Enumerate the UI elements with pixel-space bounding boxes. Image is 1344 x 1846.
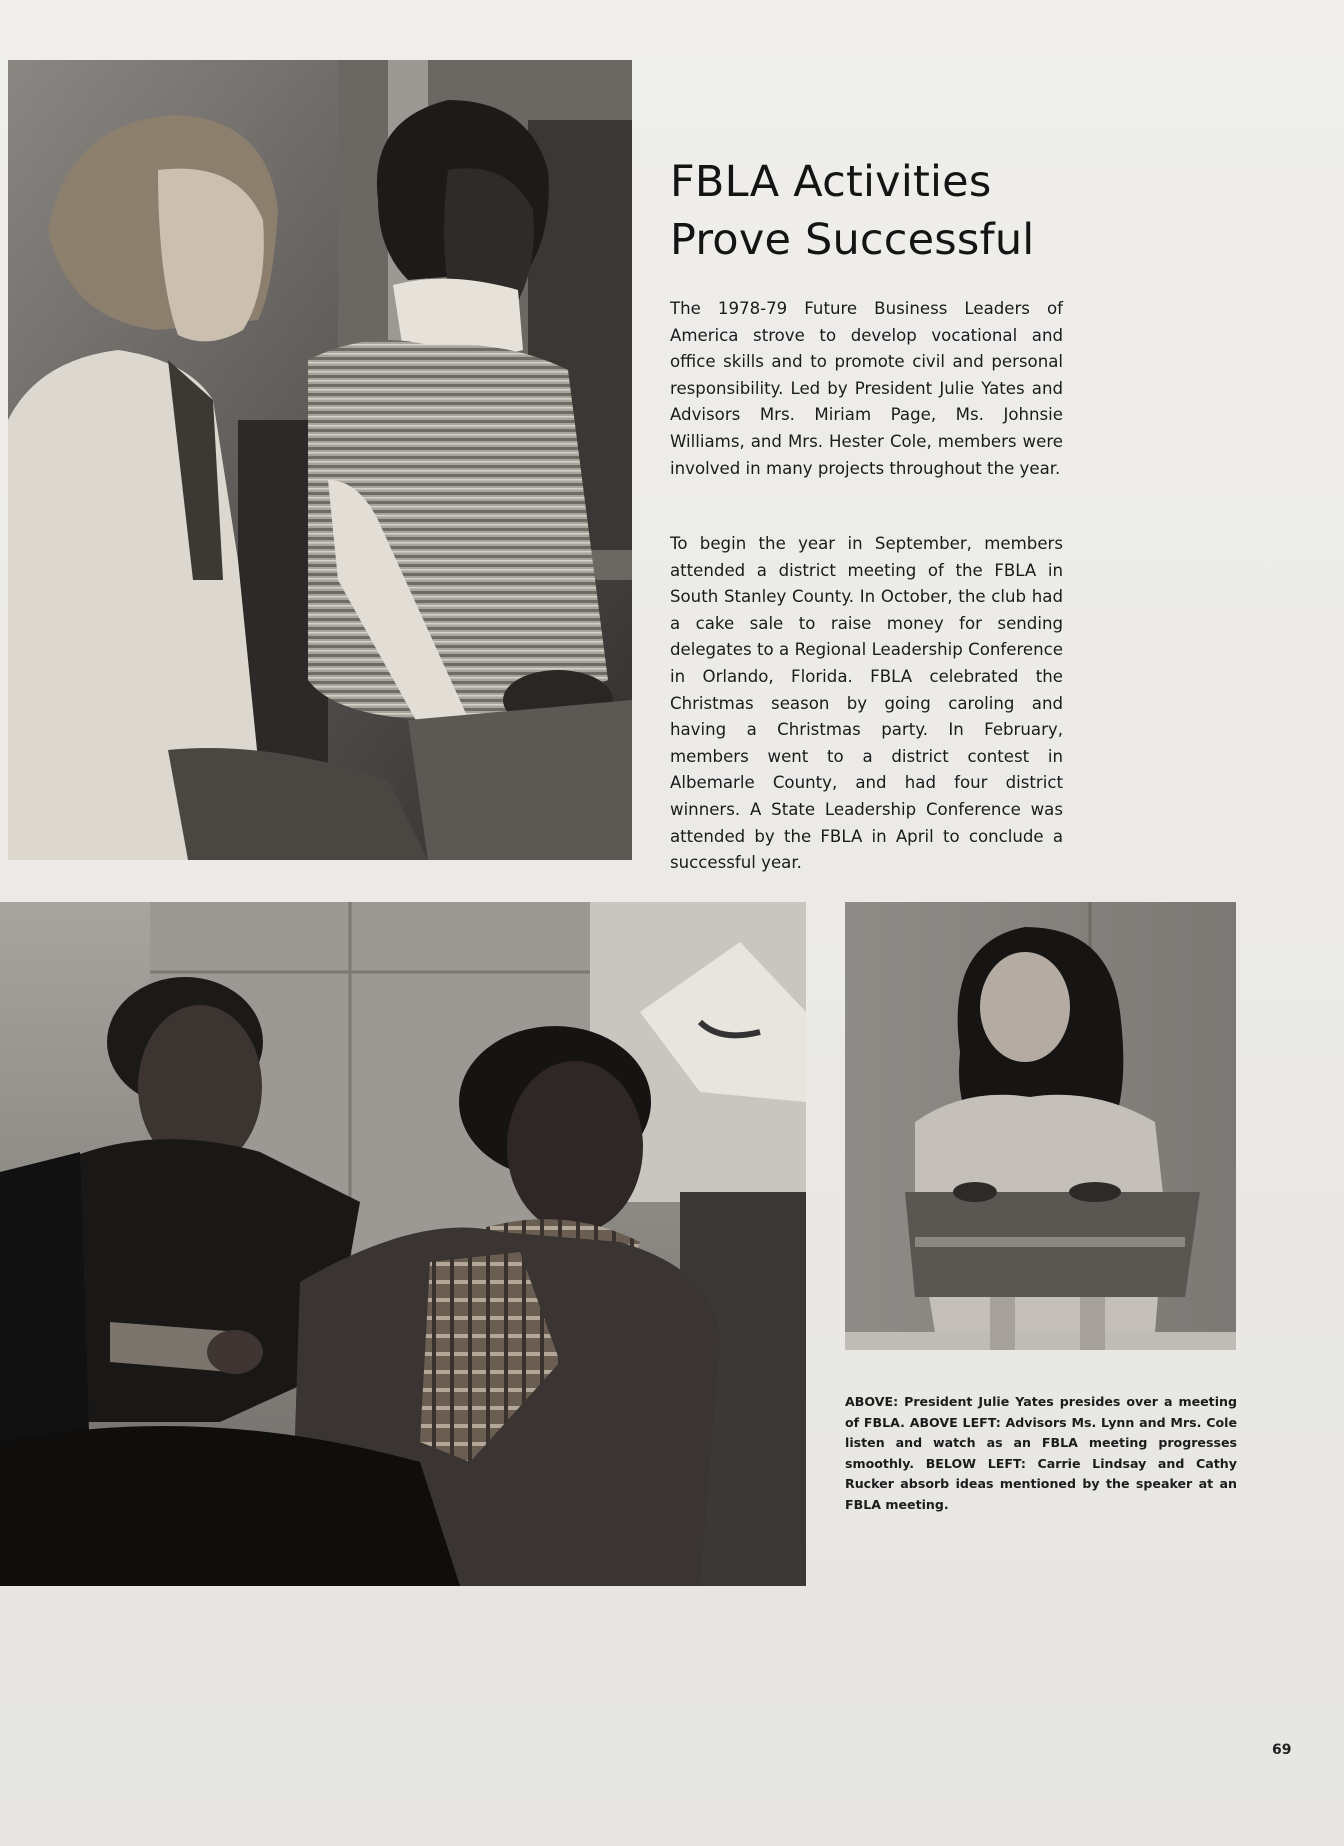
article-paragraph-2: To begin the year in September, members attended a district meeting of the FBLA in South Stanley County. In October, the club had a cake sale to raise money for sending delegates to a Regional Leadership Conference in Orlando, Florida. FBLA celebrated the Christmas season by going caroling and having a Christmas party. In February, members went to a district contest in Albemarle County, and had four district winners. A State Leadership Conference was attended by the FBLA in April to conclude a successful year. [670, 534, 1063, 873]
page-number: 69 [1272, 1742, 1292, 1758]
photo-students [0, 902, 806, 1586]
photo-caption: ABOVE: President Julie Yates presides over a meeting of FBLA. ABOVE LEFT: Advisors Ms. Lynn and Mrs. Cole listen and watch as an FBLA meeting progresses smoothly. BELOW LEFT: Carrie Lindsay and Cathy Rucker absorb ideas mentioned by the speaker at an FBLA meeting. [845, 1394, 1237, 1512]
photo-advisors [8, 60, 632, 860]
headline-line-2: Prove Successful [670, 215, 1035, 265]
headline-line-1: FBLA Activities [670, 157, 992, 207]
headline [670, 153, 1100, 269]
article-paragraph-1: The 1978-79 Future Business Leaders of America strove to develop vocational and office skills and to promote civil and personal responsibility. Led by President Julie Yates and Advisors Mrs. Miriam Page, Ms. Johnsie Williams, and Mrs. Hester Cole, members were involved in many projects throughout the year. [670, 299, 1063, 478]
photo-president [845, 902, 1236, 1350]
